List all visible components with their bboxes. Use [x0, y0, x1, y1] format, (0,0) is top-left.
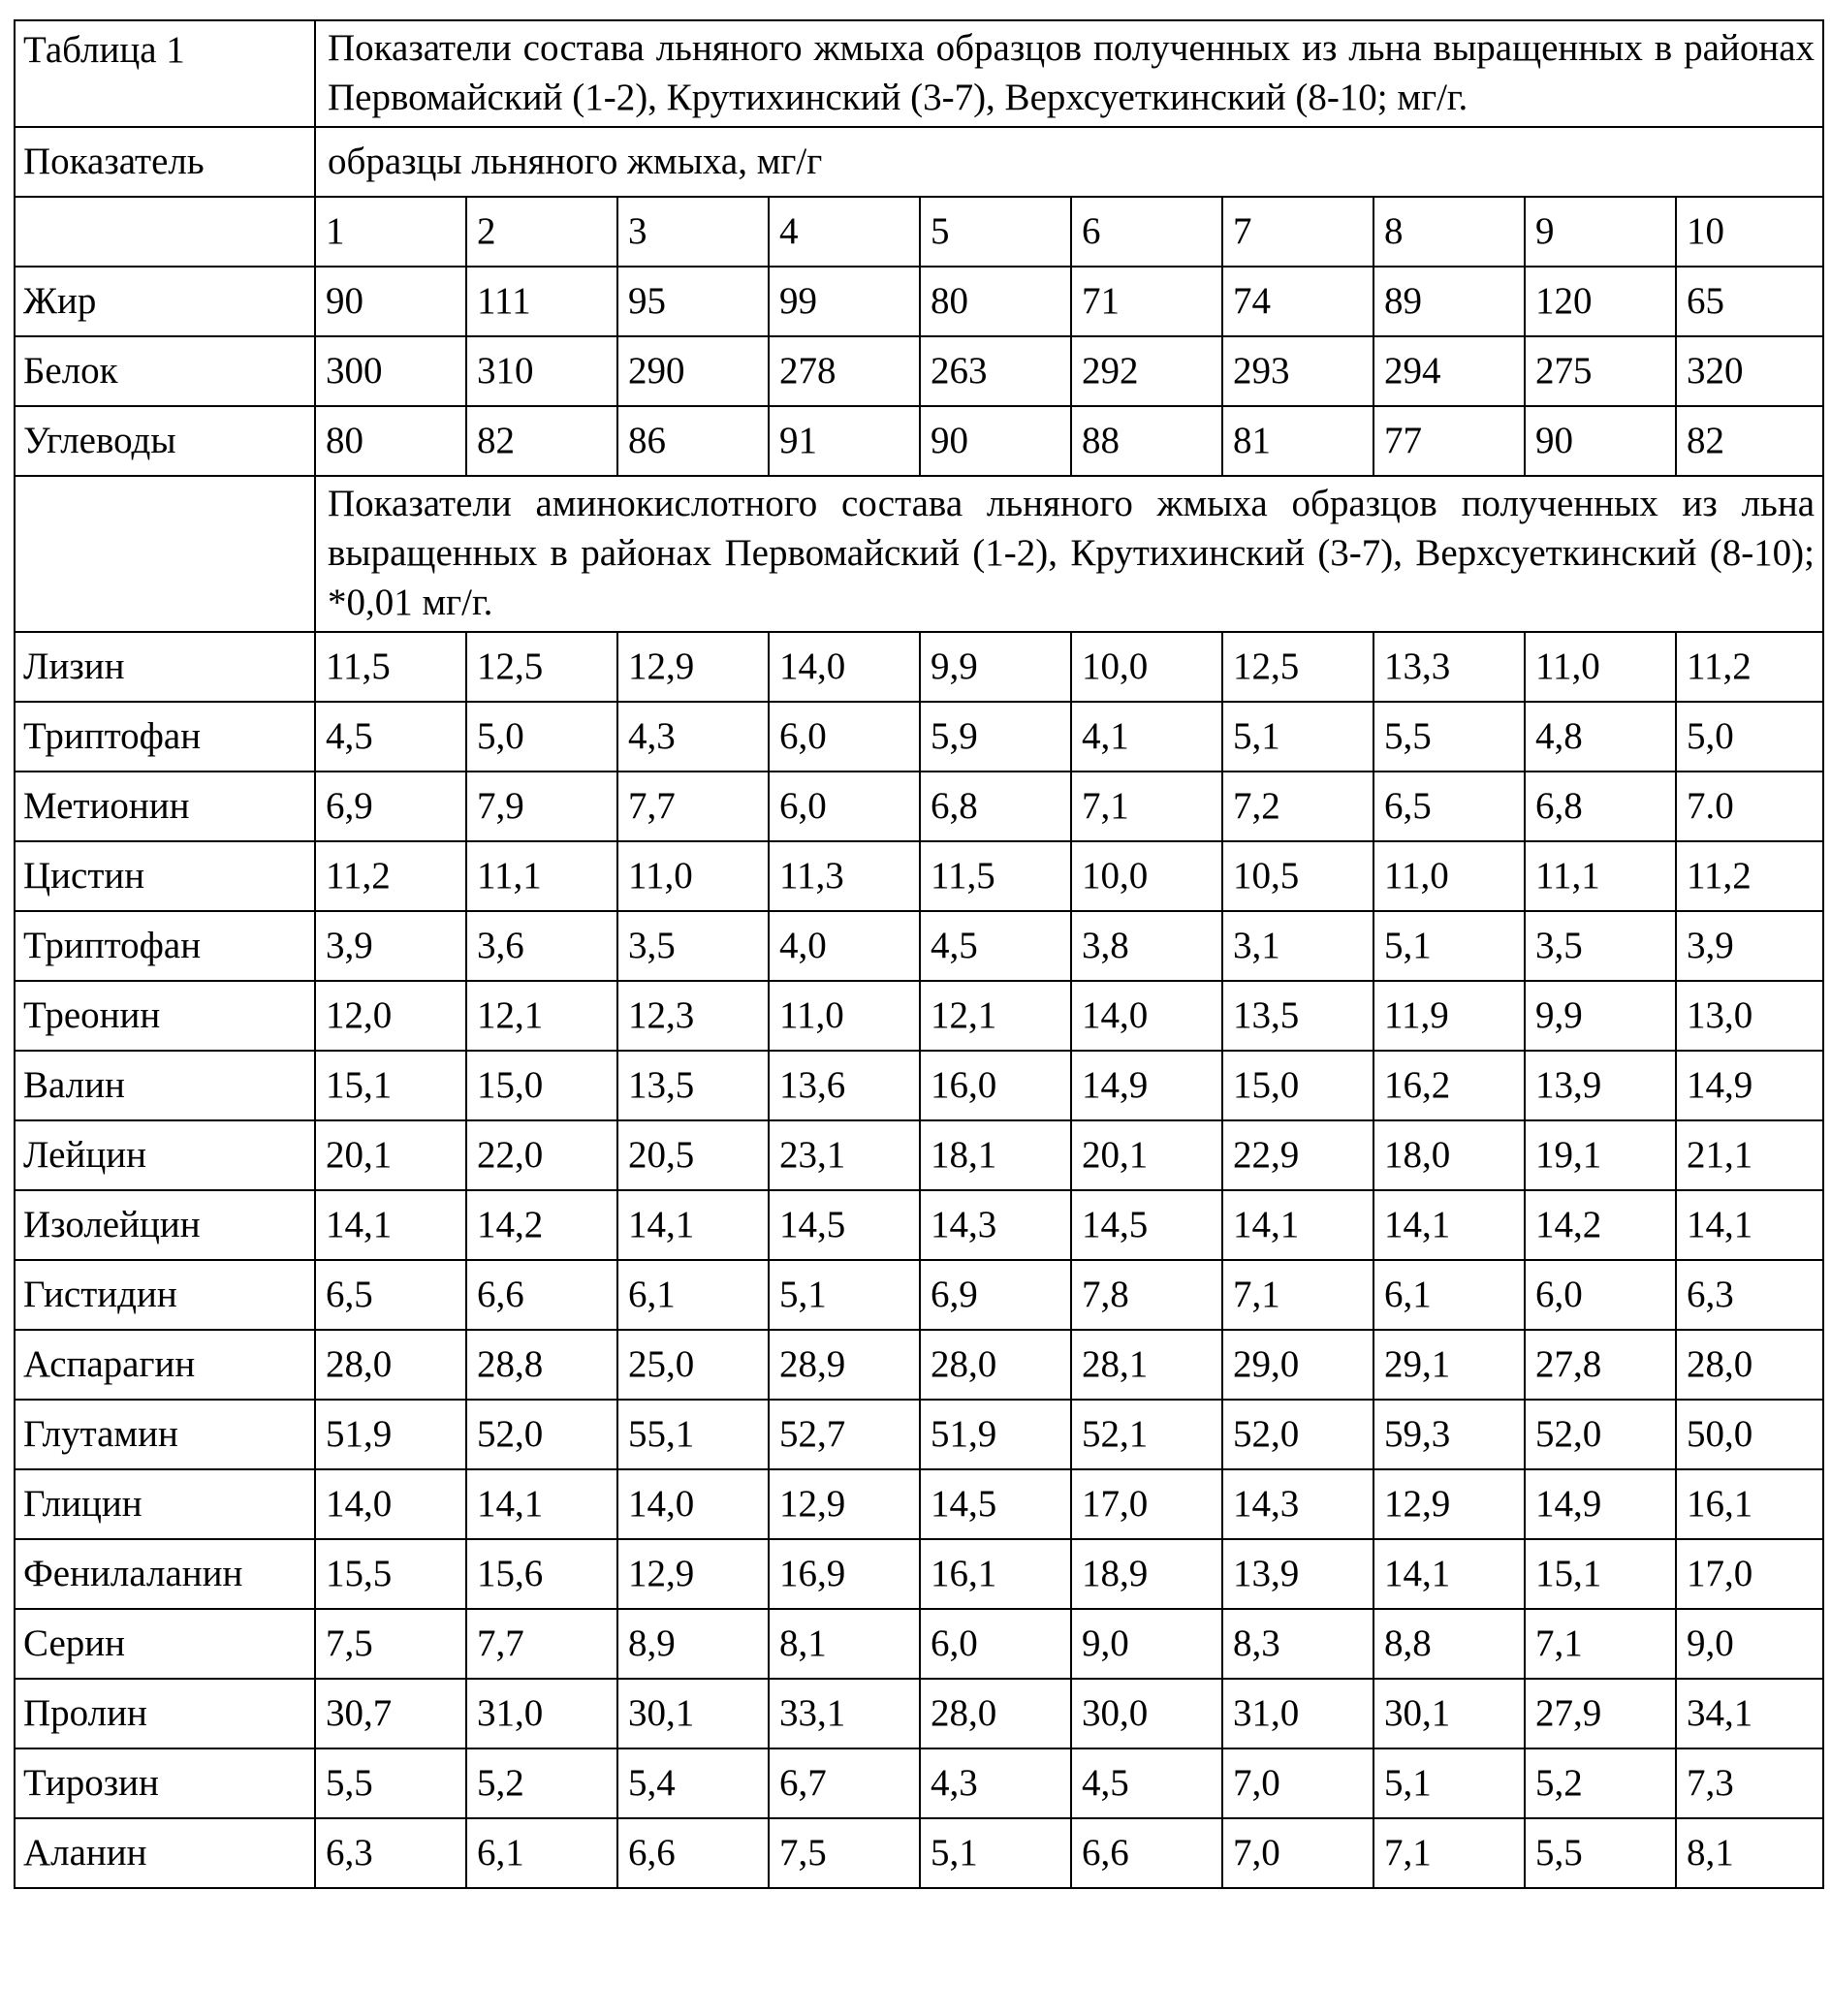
value-cell: 6,1 — [466, 1818, 617, 1888]
value-cell: 5,9 — [920, 702, 1071, 772]
value-cell: 77 — [1373, 406, 1525, 476]
row-label: Серин — [15, 1609, 315, 1679]
value-cell: 14,5 — [769, 1190, 920, 1260]
row-label: Триптофан — [15, 911, 315, 981]
value-cell: 11,5 — [920, 841, 1071, 911]
value-cell: 51,9 — [920, 1400, 1071, 1469]
value-cell: 4,8 — [1525, 702, 1676, 772]
value-cell: 3,1 — [1222, 911, 1373, 981]
value-cell: 6,3 — [1676, 1260, 1823, 1330]
value-cell: 99 — [769, 267, 920, 336]
table-body — [15, 20, 1823, 1888]
value-cell: 86 — [617, 406, 769, 476]
value-cell: 82 — [1676, 406, 1823, 476]
value-cell: 11,0 — [1525, 632, 1676, 702]
value-cell: 52,0 — [1525, 1400, 1676, 1469]
value-cell: 30,1 — [1373, 1679, 1525, 1748]
value-cell: 14,9 — [1071, 1051, 1222, 1120]
value-cell: 12,0 — [315, 981, 466, 1051]
value-cell: 14,0 — [617, 1469, 769, 1539]
table-row — [15, 772, 1823, 841]
value-cell: 12,9 — [617, 632, 769, 702]
table-caption-row — [15, 20, 1823, 127]
table-row — [15, 1260, 1823, 1330]
value-cell: 7,8 — [1071, 1260, 1222, 1330]
value-cell: 12,9 — [769, 1469, 920, 1539]
value-cell: 28,0 — [920, 1679, 1071, 1748]
value-cell: 6,0 — [920, 1609, 1071, 1679]
value-cell: 18,9 — [1071, 1539, 1222, 1609]
value-cell: 88 — [1071, 406, 1222, 476]
value-cell: 31,0 — [1222, 1679, 1373, 1748]
value-cell: 28,9 — [769, 1330, 920, 1400]
value-cell: 14,1 — [1373, 1190, 1525, 1260]
value-cell: 34,1 — [1676, 1679, 1823, 1748]
table-row — [15, 981, 1823, 1051]
table-row — [15, 1539, 1823, 1609]
value-cell: 82 — [466, 406, 617, 476]
value-cell: 12,1 — [466, 981, 617, 1051]
value-cell: 16,1 — [920, 1539, 1071, 1609]
value-cell: 320 — [1676, 336, 1823, 406]
value-cell: 14,3 — [1222, 1469, 1373, 1539]
value-cell: 11,1 — [466, 841, 617, 911]
row-label: Треонин — [15, 981, 315, 1051]
row-label: Аланин — [15, 1818, 315, 1888]
value-cell: 11,9 — [1373, 981, 1525, 1051]
value-cell: 7,1 — [1222, 1260, 1373, 1330]
sample-number-cell: 6 — [1071, 197, 1222, 267]
value-cell: 8,1 — [769, 1609, 920, 1679]
value-cell: 9,0 — [1071, 1609, 1222, 1679]
value-cell: 6,8 — [1525, 772, 1676, 841]
value-cell: 275 — [1525, 336, 1676, 406]
value-cell: 20,1 — [1071, 1120, 1222, 1190]
value-cell: 14,1 — [617, 1190, 769, 1260]
value-cell: 6,9 — [920, 1260, 1071, 1330]
value-cell: 5,1 — [769, 1260, 920, 1330]
value-cell: 4,5 — [1071, 1748, 1222, 1818]
row-label: Триптофан — [15, 702, 315, 772]
value-cell: 5,1 — [1373, 1748, 1525, 1818]
amino-caption: Показатели аминокислотного состава льняного жмыха образцов полученных из льна выращенных в районах Первомайский (1-2), Крутихинский (3-7), Верхсуеткинский (8-10); *0,01 мг/г. — [315, 476, 1823, 632]
value-cell: 14,0 — [769, 632, 920, 702]
value-cell: 33,1 — [769, 1679, 920, 1748]
value-cell: 7,2 — [1222, 772, 1373, 841]
value-cell: 111 — [466, 267, 617, 336]
value-cell: 3,9 — [1676, 911, 1823, 981]
value-cell: 5,1 — [1373, 911, 1525, 981]
value-cell: 14,5 — [1071, 1190, 1222, 1260]
value-cell: 14,1 — [1222, 1190, 1373, 1260]
row-label: Метионин — [15, 772, 315, 841]
value-cell: 90 — [920, 406, 1071, 476]
value-cell: 5,0 — [466, 702, 617, 772]
sample-number-cell: 8 — [1373, 197, 1525, 267]
value-cell: 120 — [1525, 267, 1676, 336]
value-cell: 95 — [617, 267, 769, 336]
value-cell: 7,9 — [466, 772, 617, 841]
value-cell: 6,6 — [1071, 1818, 1222, 1888]
value-cell: 74 — [1222, 267, 1373, 336]
sample-number-cell: 7 — [1222, 197, 1373, 267]
value-cell: 16,0 — [920, 1051, 1071, 1120]
value-cell: 29,1 — [1373, 1330, 1525, 1400]
value-cell: 290 — [617, 336, 769, 406]
value-cell: 6,9 — [315, 772, 466, 841]
value-cell: 10,5 — [1222, 841, 1373, 911]
value-cell: 7,7 — [617, 772, 769, 841]
value-cell: 8,3 — [1222, 1609, 1373, 1679]
value-cell: 4,5 — [920, 911, 1071, 981]
row-label: Лейцин — [15, 1120, 315, 1190]
value-cell: 13,9 — [1525, 1051, 1676, 1120]
value-cell: 14,2 — [466, 1190, 617, 1260]
value-cell: 12,3 — [617, 981, 769, 1051]
table-caption: Показатели состава льняного жмыха образцов полученных из льна выращенных в районах Первомайский (1-2), Крутихинский (3-7), Верхсуеткинский (8-10; мг/г. — [315, 20, 1823, 127]
value-cell: 7,1 — [1525, 1609, 1676, 1679]
value-cell: 52,0 — [1222, 1400, 1373, 1469]
table-row — [15, 1818, 1823, 1888]
value-cell: 11,2 — [1676, 632, 1823, 702]
value-cell: 27,8 — [1525, 1330, 1676, 1400]
value-cell: 16,1 — [1676, 1469, 1823, 1539]
row-label: Пролин — [15, 1679, 315, 1748]
value-cell: 91 — [769, 406, 920, 476]
value-cell: 7,3 — [1676, 1748, 1823, 1818]
value-cell: 14,1 — [466, 1469, 617, 1539]
value-cell: 11,0 — [769, 981, 920, 1051]
value-cell: 6,0 — [769, 702, 920, 772]
table-row — [15, 1400, 1823, 1469]
value-cell: 10,0 — [1071, 841, 1222, 911]
row-label: Углеводы — [15, 406, 315, 476]
header-row — [15, 127, 1823, 197]
value-cell: 15,1 — [1525, 1539, 1676, 1609]
value-cell: 3,8 — [1071, 911, 1222, 981]
value-cell: 22,9 — [1222, 1120, 1373, 1190]
value-cell: 28,8 — [466, 1330, 617, 1400]
sample-number-cell: 3 — [617, 197, 769, 267]
value-cell: 9,9 — [920, 632, 1071, 702]
value-cell: 28,0 — [1676, 1330, 1823, 1400]
value-cell: 7,0 — [1222, 1748, 1373, 1818]
value-cell: 293 — [1222, 336, 1373, 406]
value-cell: 13,5 — [617, 1051, 769, 1120]
value-cell: 15,6 — [466, 1539, 617, 1609]
value-cell: 27,9 — [1525, 1679, 1676, 1748]
value-cell: 6,5 — [315, 1260, 466, 1330]
value-cell: 51,9 — [315, 1400, 466, 1469]
value-cell: 7,7 — [466, 1609, 617, 1679]
row-label: Лизин — [15, 632, 315, 702]
value-cell: 294 — [1373, 336, 1525, 406]
table-row — [15, 911, 1823, 981]
value-cell: 55,1 — [617, 1400, 769, 1469]
sample-number-cell: 5 — [920, 197, 1071, 267]
value-cell: 89 — [1373, 267, 1525, 336]
value-cell: 14,9 — [1525, 1469, 1676, 1539]
value-cell: 15,0 — [1222, 1051, 1373, 1120]
row-label: Тирозин — [15, 1748, 315, 1818]
row-label: Гистидин — [15, 1260, 315, 1330]
value-cell: 5,2 — [466, 1748, 617, 1818]
table-row — [15, 1330, 1823, 1400]
value-cell: 11,2 — [1676, 841, 1823, 911]
value-cell: 30,0 — [1071, 1679, 1222, 1748]
value-cell: 6,6 — [617, 1818, 769, 1888]
value-cell: 4,1 — [1071, 702, 1222, 772]
value-cell: 11,1 — [1525, 841, 1676, 911]
value-cell: 81 — [1222, 406, 1373, 476]
amino-caption-row — [15, 476, 1823, 632]
value-cell: 11,0 — [617, 841, 769, 911]
table-row — [15, 1469, 1823, 1539]
value-cell: 6,6 — [466, 1260, 617, 1330]
value-cell: 20,1 — [315, 1120, 466, 1190]
value-cell: 6,8 — [920, 772, 1071, 841]
value-cell: 12,5 — [466, 632, 617, 702]
value-cell: 5,0 — [1676, 702, 1823, 772]
value-cell: 14,3 — [920, 1190, 1071, 1260]
value-cell: 12,9 — [1373, 1469, 1525, 1539]
sample-number-cell: 10 — [1676, 197, 1823, 267]
value-cell: 90 — [315, 267, 466, 336]
sample-number-cell: 2 — [466, 197, 617, 267]
samples-header: образцы льняного жмыха, мг/г — [315, 127, 1823, 197]
table-row — [15, 841, 1823, 911]
table-row — [15, 267, 1823, 336]
value-cell: 28,0 — [920, 1330, 1071, 1400]
value-cell: 17,0 — [1676, 1539, 1823, 1609]
table-row — [15, 1679, 1823, 1748]
value-cell: 20,5 — [617, 1120, 769, 1190]
value-cell: 11,3 — [769, 841, 920, 911]
value-cell: 59,3 — [1373, 1400, 1525, 1469]
value-cell: 52,0 — [466, 1400, 617, 1469]
value-cell: 16,9 — [769, 1539, 920, 1609]
value-cell: 28,0 — [315, 1330, 466, 1400]
value-cell: 5,5 — [315, 1748, 466, 1818]
amino-caption-label-empty — [15, 476, 315, 632]
value-cell: 263 — [920, 336, 1071, 406]
sample-number-cell: 4 — [769, 197, 920, 267]
value-cell: 6,0 — [1525, 1260, 1676, 1330]
table-row — [15, 1190, 1823, 1260]
value-cell: 7,5 — [315, 1609, 466, 1679]
value-cell: 5,2 — [1525, 1748, 1676, 1818]
value-cell: 23,1 — [769, 1120, 920, 1190]
value-cell: 14,5 — [920, 1469, 1071, 1539]
value-cell: 5,1 — [920, 1818, 1071, 1888]
value-cell: 5,4 — [617, 1748, 769, 1818]
value-cell: 11,2 — [315, 841, 466, 911]
row-label: Белок — [15, 336, 315, 406]
value-cell: 3,5 — [1525, 911, 1676, 981]
value-cell: 3,6 — [466, 911, 617, 981]
value-cell: 8,1 — [1676, 1818, 1823, 1888]
row-label: Аспарагин — [15, 1330, 315, 1400]
value-cell: 15,5 — [315, 1539, 466, 1609]
value-cell: 4,0 — [769, 911, 920, 981]
table-row — [15, 1120, 1823, 1190]
value-cell: 52,1 — [1071, 1400, 1222, 1469]
value-cell: 12,1 — [920, 981, 1071, 1051]
table-row — [15, 336, 1823, 406]
value-cell: 14,9 — [1676, 1051, 1823, 1120]
value-cell: 7,0 — [1222, 1818, 1373, 1888]
value-cell: 15,1 — [315, 1051, 466, 1120]
value-cell: 11,5 — [315, 632, 466, 702]
value-cell: 13,5 — [1222, 981, 1373, 1051]
value-cell: 31,0 — [466, 1679, 617, 1748]
value-cell: 300 — [315, 336, 466, 406]
value-cell: 6,7 — [769, 1748, 920, 1818]
value-cell: 5,5 — [1373, 702, 1525, 772]
value-cell: 4,3 — [617, 702, 769, 772]
value-cell: 8,8 — [1373, 1609, 1525, 1679]
value-cell: 13,3 — [1373, 632, 1525, 702]
value-cell: 5,1 — [1222, 702, 1373, 772]
value-cell: 14,0 — [1071, 981, 1222, 1051]
value-cell: 13,0 — [1676, 981, 1823, 1051]
value-cell: 4,5 — [315, 702, 466, 772]
table-row — [15, 1051, 1823, 1120]
value-cell: 29,0 — [1222, 1330, 1373, 1400]
value-cell: 10,0 — [1071, 632, 1222, 702]
row-label: Глицин — [15, 1469, 315, 1539]
value-cell: 12,9 — [617, 1539, 769, 1609]
value-cell: 13,6 — [769, 1051, 920, 1120]
value-cell: 14,1 — [315, 1190, 466, 1260]
value-cell: 11,0 — [1373, 841, 1525, 911]
value-cell: 21,1 — [1676, 1120, 1823, 1190]
value-cell: 278 — [769, 336, 920, 406]
sample-number-row — [15, 197, 1823, 267]
value-cell: 6,0 — [769, 772, 920, 841]
row-label: Изолейцин — [15, 1190, 315, 1260]
value-cell: 8,9 — [617, 1609, 769, 1679]
value-cell: 5,5 — [1525, 1818, 1676, 1888]
value-cell: 14,1 — [1373, 1539, 1525, 1609]
value-cell: 71 — [1071, 267, 1222, 336]
value-cell: 18,1 — [920, 1120, 1071, 1190]
value-cell: 3,5 — [617, 911, 769, 981]
value-cell: 13,9 — [1222, 1539, 1373, 1609]
row-label: Фенилаланин — [15, 1539, 315, 1609]
value-cell: 14,2 — [1525, 1190, 1676, 1260]
value-cell: 50,0 — [1676, 1400, 1823, 1469]
value-cell: 7,5 — [769, 1818, 920, 1888]
value-cell: 30,1 — [617, 1679, 769, 1748]
table-label: Таблица 1 — [15, 20, 315, 127]
sample-number-cell: 9 — [1525, 197, 1676, 267]
value-cell: 25,0 — [617, 1330, 769, 1400]
value-cell: 6,3 — [315, 1818, 466, 1888]
table-row — [15, 406, 1823, 476]
value-cell: 19,1 — [1525, 1120, 1676, 1190]
value-cell: 15,0 — [466, 1051, 617, 1120]
indicator-header: Показатель — [15, 127, 315, 197]
table-row — [15, 702, 1823, 772]
value-cell: 3,9 — [315, 911, 466, 981]
value-cell: 28,1 — [1071, 1330, 1222, 1400]
value-cell: 22,0 — [466, 1120, 617, 1190]
value-cell: 14,1 — [1676, 1190, 1823, 1260]
value-cell: 6,1 — [1373, 1260, 1525, 1330]
value-cell: 9,9 — [1525, 981, 1676, 1051]
value-cell: 9,0 — [1676, 1609, 1823, 1679]
value-cell: 17,0 — [1071, 1469, 1222, 1539]
value-cell: 292 — [1071, 336, 1222, 406]
value-cell: 30,7 — [315, 1679, 466, 1748]
value-cell: 6,1 — [617, 1260, 769, 1330]
row-label: Жир — [15, 267, 315, 336]
table-row — [15, 1748, 1823, 1818]
value-cell: 18,0 — [1373, 1120, 1525, 1190]
row-label: Цистин — [15, 841, 315, 911]
value-cell: 7.0 — [1676, 772, 1823, 841]
value-cell: 12,5 — [1222, 632, 1373, 702]
value-cell: 6,5 — [1373, 772, 1525, 841]
value-cell: 16,2 — [1373, 1051, 1525, 1120]
value-cell: 65 — [1676, 267, 1823, 336]
composition-table — [14, 19, 1824, 1889]
value-cell: 52,7 — [769, 1400, 920, 1469]
table-container — [14, 19, 1824, 1889]
row-label: Валин — [15, 1051, 315, 1120]
value-cell: 80 — [315, 406, 466, 476]
value-cell: 90 — [1525, 406, 1676, 476]
value-cell: 7,1 — [1071, 772, 1222, 841]
table-row — [15, 1609, 1823, 1679]
value-cell: 80 — [920, 267, 1071, 336]
sample-number-cell: 1 — [315, 197, 466, 267]
value-cell: 14,0 — [315, 1469, 466, 1539]
row-label: Глутамин — [15, 1400, 315, 1469]
sample-number-label-empty — [15, 197, 315, 267]
value-cell: 310 — [466, 336, 617, 406]
value-cell: 4,3 — [920, 1748, 1071, 1818]
value-cell: 7,1 — [1373, 1818, 1525, 1888]
table-row — [15, 632, 1823, 702]
